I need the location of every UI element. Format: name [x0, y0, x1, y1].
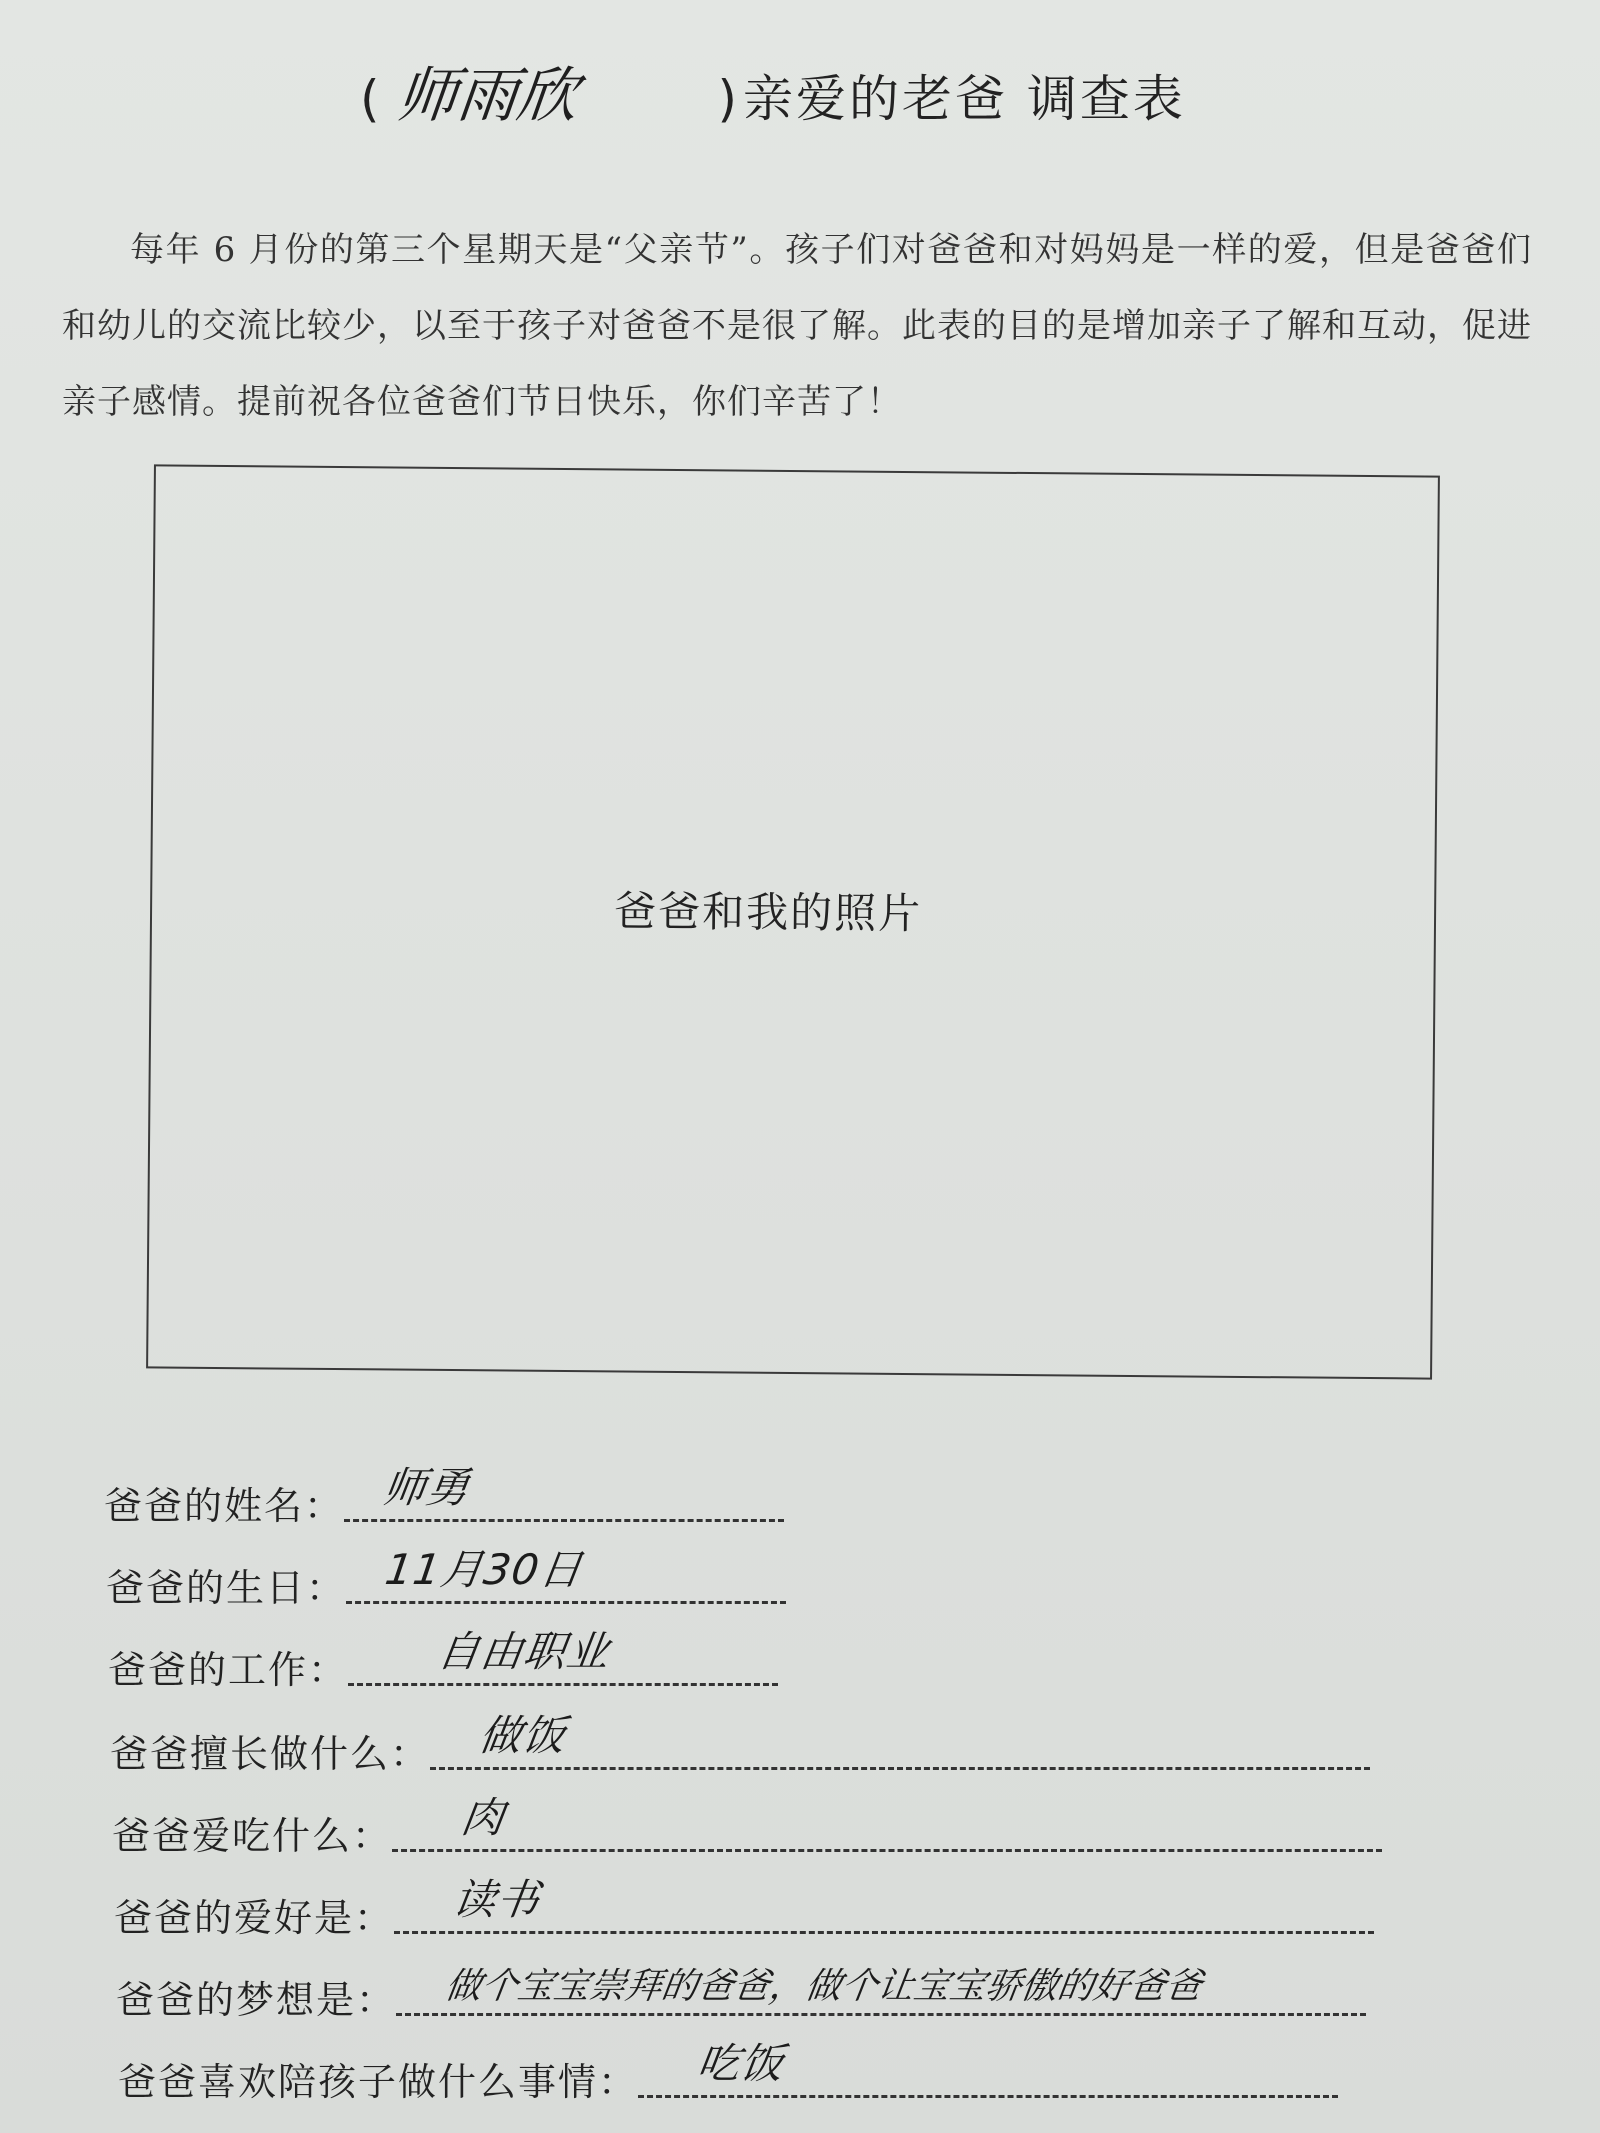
field-label: 爸爸喜欢陪孩子做什么事情：	[118, 2060, 639, 2104]
field-label: 爸爸擅长做什么：	[110, 1732, 431, 1776]
field-label: 爸爸的梦想是：	[116, 1978, 397, 2022]
answer-line[interactable]	[392, 1793, 1382, 1852]
answer-line[interactable]	[430, 1711, 1370, 1770]
handwritten-answer: 11月30日	[382, 1545, 586, 1594]
answer-line[interactable]	[348, 1627, 778, 1686]
answer-line[interactable]	[638, 2039, 1338, 2098]
answer-line[interactable]	[394, 1875, 1374, 1934]
answer-line[interactable]	[344, 1463, 784, 1522]
survey-form	[0, 1460, 1600, 2120]
survey-title	[360, 48, 1360, 134]
handwritten-answer: 师勇	[380, 1463, 474, 1512]
answer-line[interactable]	[346, 1545, 786, 1604]
handwritten-answer: 读书	[450, 1875, 544, 1924]
answer-line[interactable]	[396, 1966, 1366, 2016]
field-label: 爸爸的姓名：	[104, 1484, 345, 1528]
form-row-skill	[110, 1708, 1370, 1778]
form-row-birthday	[106, 1542, 786, 1612]
photo-frame	[146, 464, 1440, 1379]
close-paren: )	[717, 70, 738, 128]
handwritten-answer: 自由职业	[434, 1627, 614, 1676]
handwritten-answer: 做个宝宝崇拜的爸爸，做个让宝宝骄傲的好爸爸	[442, 1966, 1205, 2007]
field-label: 爸爸爱吃什么：	[112, 1814, 393, 1858]
form-row-name	[104, 1460, 784, 1530]
open-paren: (	[360, 70, 380, 128]
form-row-job	[108, 1624, 778, 1694]
form-row-dream	[116, 1954, 1366, 2024]
survey-title-text: 亲爱的老爸 调查表	[743, 70, 1186, 128]
child-name-handwritten: 师雨欣	[393, 61, 581, 131]
field-label: 爸爸的工作：	[108, 1648, 349, 1692]
handwritten-answer: 吃饭	[694, 2039, 788, 2088]
form-row-food	[112, 1790, 1382, 1860]
intro-paragraph: 每年 6 月份的第三个星期天是“父亲节”。孩子们对爸爸和对妈妈是一样的爱，但是爸爸们和幼儿的交流比较少，以至于孩子对爸爸不是很了解。此表的目的是增加亲子了解和互动，促进亲子感情。提前祝各位爸爸们节日快乐，你们辛苦了！	[62, 230, 1532, 422]
field-label: 爸爸的生日：	[106, 1566, 347, 1610]
handwritten-answer: 做饭	[476, 1711, 570, 1760]
form-row-activity	[118, 2036, 1338, 2106]
field-label: 爸爸的爱好是：	[114, 1896, 395, 1940]
handwritten-answer: 肉	[458, 1793, 509, 1842]
form-row-hobby	[114, 1872, 1374, 1942]
photo-label: 爸爸和我的照片	[613, 885, 923, 938]
